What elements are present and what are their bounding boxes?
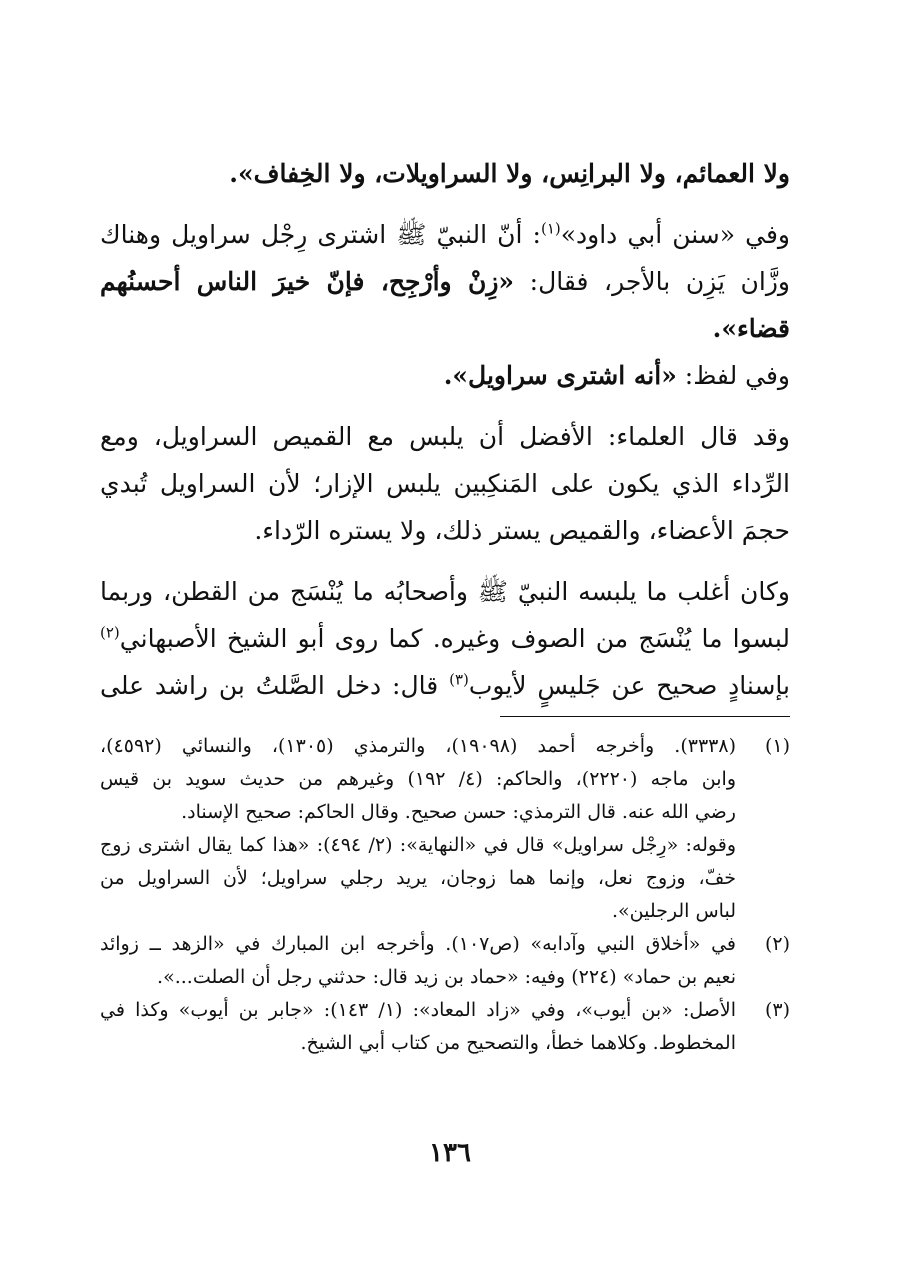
paragraph-3-line-1: وقد قال العلماء: الأفضل أن يلبس مع القميص السراويل، ومع — [100, 422, 790, 451]
footnote-line: وقوله: «رِجْل سراويل» قال في «النهاية»: (٢/ ٤٩٤): «هذا كما يقال اشترى زوج — [100, 834, 736, 856]
paragraph-4-line-3: بإسنادٍ صحيح عن جَليسٍ لأيوب$^{(٣)}$ قال: دخل الصَّلتُ بن راشد على — [100, 670, 790, 700]
paragraph-4-line-2: لبسوا ما يُنْسَج من الصوف وغيره. كما روى أبو الشيخ الأصبهاني$^{(٢)}$ — [100, 623, 790, 653]
footnote-ref-1[interactable]: (١) — [540, 219, 561, 238]
footnote-2 — [100, 928, 790, 994]
footnote-line: خفّ، وزوج نعل، وإنما هما زوجان، يريد رجلي سراويل؛ لأن السراويل من — [100, 867, 736, 889]
hadith-quote: «زِنْ وأرْجِح، فإنّ خيرَ الناس أحسنُهم قضاء». — [100, 267, 790, 343]
footnote-number: (٢) — [764, 933, 790, 955]
footnote-3 — [100, 994, 790, 1060]
variant-wording: «أنه اشترى سراويل». — [443, 361, 677, 390]
footnote-body — [100, 994, 736, 1060]
footnote-line: في «أخلاق النبي وآدابه» (ص١٠٧). وأخرجه ابن المبارك في «الزهد ــ زوائد — [100, 933, 736, 955]
paragraph-2-line-3: وفي لفظ: «أنه اشترى سراويل». — [443, 361, 790, 390]
footnote-ref-2[interactable]: (٢) — [100, 623, 120, 642]
paragraph-3 — [100, 413, 790, 554]
footnote-line: وابن ماجه (٢٢٢٠)، والحاكم: (٤/ ١٩٢) وغيرهم من حديث سويد بن قيس — [100, 768, 736, 790]
paragraph-1-line-1: ولا العمائم، ولا البرانِس، ولا السراويلات، ولا الخِفاف». — [229, 159, 790, 188]
footnote-line: (٣٣٣٨). وأخرجه أحمد (١٩٠٩٨)، والترمذي (١٣٠٥)، والنسائي (٤٥٩٢)، — [100, 735, 736, 757]
footnote-body — [100, 928, 736, 994]
main-text — [100, 150, 790, 723]
footnote-line: لباس الرجلين». — [612, 900, 736, 922]
footnote-number: (٣) — [764, 999, 790, 1021]
paragraph-4-line-1: وكان أغلب ما يلبسه النبيّ ﷺ وأصحابُه ما يُنْسَج من القطن، وربما — [100, 577, 790, 606]
footnotes — [100, 730, 790, 1060]
footnote-body — [100, 730, 736, 928]
paragraph-1 — [100, 150, 790, 197]
footnote-line: الأصل: «بن أيوب»، وفي «زاد المعاد»: (١/ ١٤٣): «جابر بن أيوب» وكذا في — [100, 999, 736, 1021]
footnote-ref-3[interactable]: (٣) — [449, 670, 469, 689]
paragraph-3-line-2: الرِّداء الذي يكون على المَنكِبين يلبس الإزار؛ لأن السراويل تُبدي — [100, 469, 790, 498]
footnote-line: نعيم بن حماد» (٢٢٤) وفيه: «حماد بن زيد قال: حدثني رجل أن الصلت...». — [157, 966, 736, 988]
paragraph-3-line-3: حجمَ الأعضاء، والقميص يستر ذلك، ولا يستره الرّداء. — [254, 516, 790, 545]
paragraph-2-line-2: وزَّان يَزِن بالأجر، فقال: «زِنْ وأرْجِح، فإنّ خيرَ الناس أحسنُهم قضاء». — [100, 267, 790, 343]
paragraph-2 — [100, 211, 790, 399]
footnote-divider — [500, 716, 790, 717]
footnote-1 — [100, 730, 790, 928]
page-number: ١٣٦ — [429, 1138, 471, 1168]
footnote-line: رضي الله عنه. قال الترمذي: حسن صحيح. وقال الحاكم: صحيح الإسناد. — [181, 801, 736, 823]
paragraph-2-line-1: وفي «سنن أبي داود»$^{(١)}$: أنّ النبيّ ﷺ اشترى رِجْل سراويل وهناك — [100, 219, 790, 249]
footnote-number: (١) — [764, 735, 790, 757]
footnote-line: المخطوط. وكلاهما خطأ، والتصحيح من كتاب أبي الشيخ. — [300, 1032, 736, 1054]
paragraph-4 — [100, 568, 790, 709]
